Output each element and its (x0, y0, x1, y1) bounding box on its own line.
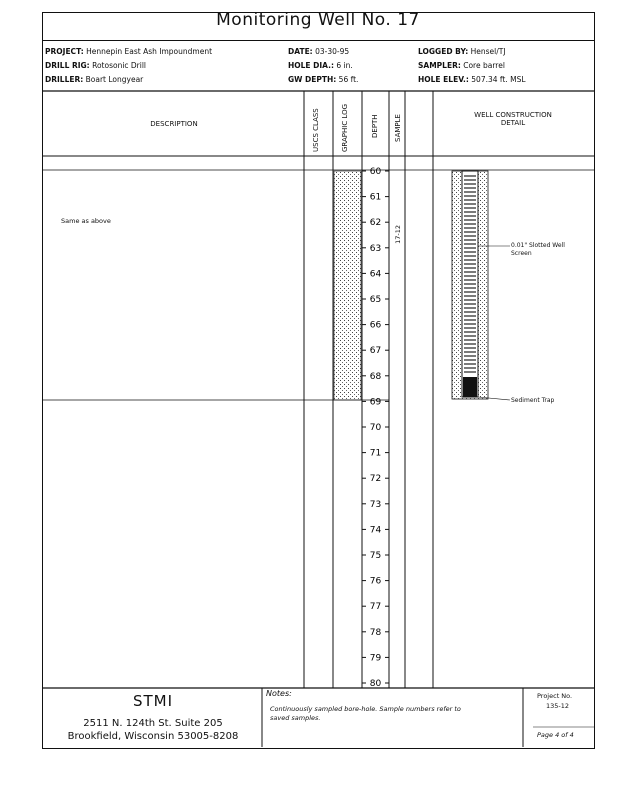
project-no-value: 135-12 (546, 702, 570, 710)
screen-annotation-line1: 0.01" Slotted Well (511, 242, 565, 249)
drill-rig-value: Rotosonic Drill (92, 61, 147, 70)
hole-elev-value: 507.34 ft. MSL (471, 75, 526, 84)
notes-line2: saved samples. (270, 714, 321, 722)
depth-label: 75 (369, 551, 382, 561)
driller-value: Boart Longyear (85, 75, 144, 84)
depth-label: 62 (369, 218, 382, 229)
end-cap-annotation: Sediment Trap (511, 397, 555, 404)
well-diagram (452, 171, 510, 400)
depth-label: 78 (369, 627, 382, 638)
sample-header: SAMPLE (394, 114, 402, 142)
logged-by-value: Hensel/TJ (470, 47, 506, 56)
project-value: Hennepin East Ash Impoundment (86, 47, 213, 56)
notes-label: Notes: (266, 689, 292, 698)
depth-label: 74 (369, 525, 382, 536)
sampler-label: SAMPLER: (418, 61, 461, 70)
company-address-line1: 2511 N. 124th St. Suite 205 (83, 718, 223, 729)
description-header: DESCRIPTION (150, 120, 198, 128)
depth-label: 76 (369, 576, 382, 587)
depth-header: DEPTH (371, 114, 379, 138)
depth-label: 65 (369, 295, 382, 305)
company-name: STMI (132, 692, 174, 710)
page-number: Page 4 of 4 (537, 731, 574, 739)
date-label: DATE: (288, 47, 313, 56)
gw-depth-value: 56 ft. (338, 75, 359, 84)
well-construction-header-line2: DETAIL (500, 119, 526, 127)
depth-label: 71 (369, 448, 382, 459)
uscs-class-header: USCS CLASS (312, 108, 320, 152)
page-title: Monitoring Well No. 17 (216, 10, 420, 30)
depth-label: 80 (369, 679, 382, 689)
hole-elev-label: HOLE ELEV.: (418, 75, 469, 84)
gw-depth-label: GW DEPTH: (288, 75, 337, 84)
depth-label: 60 (369, 167, 382, 177)
description-text: Same as above (61, 217, 111, 225)
depth-label: 64 (369, 269, 382, 280)
sediment-trap (463, 377, 477, 397)
depth-label: 70 (369, 423, 382, 433)
date-value: 03-30-95 (315, 47, 350, 56)
sample-id: 17-12 (394, 225, 402, 244)
project-no-label: Project No. (537, 692, 573, 700)
hole-dia-value: 6 in. (336, 61, 353, 70)
graphic-log-fill (334, 171, 361, 400)
logged-by-label: LOGGED BY: (418, 47, 469, 56)
depth-label: 73 (369, 499, 382, 510)
screen-annotation-line2: Screen (511, 250, 532, 257)
depth-label: 77 (369, 602, 382, 613)
notes-line1: Continuously sampled bore-hole. Sample numbers refer to (270, 705, 461, 713)
depth-ticks (362, 167, 389, 689)
depth-label: 61 (369, 192, 382, 203)
depth-label: 68 (369, 371, 382, 382)
company-address-line2: Brookfield, Wisconsin 53005-8208 (67, 731, 239, 742)
hole-dia-label: HOLE DIA.: (288, 61, 334, 70)
sampler-value: Core barrel (463, 61, 505, 70)
graphic-log-header: GRAPHIC LOG (341, 103, 349, 152)
well-construction-header-line1: WELL CONSTRUCTION (474, 111, 552, 119)
depth-label: 67 (369, 346, 382, 357)
depth-label: 69 (369, 397, 382, 408)
depth-label: 63 (369, 243, 382, 254)
driller-label: DRILLER: (45, 75, 84, 84)
drill-rig-label: DRILL RIG: (45, 61, 90, 70)
project-label: PROJECT: (45, 47, 84, 56)
depth-label: 72 (369, 474, 382, 485)
depth-label: 66 (369, 320, 382, 331)
depth-label: 79 (369, 653, 382, 664)
